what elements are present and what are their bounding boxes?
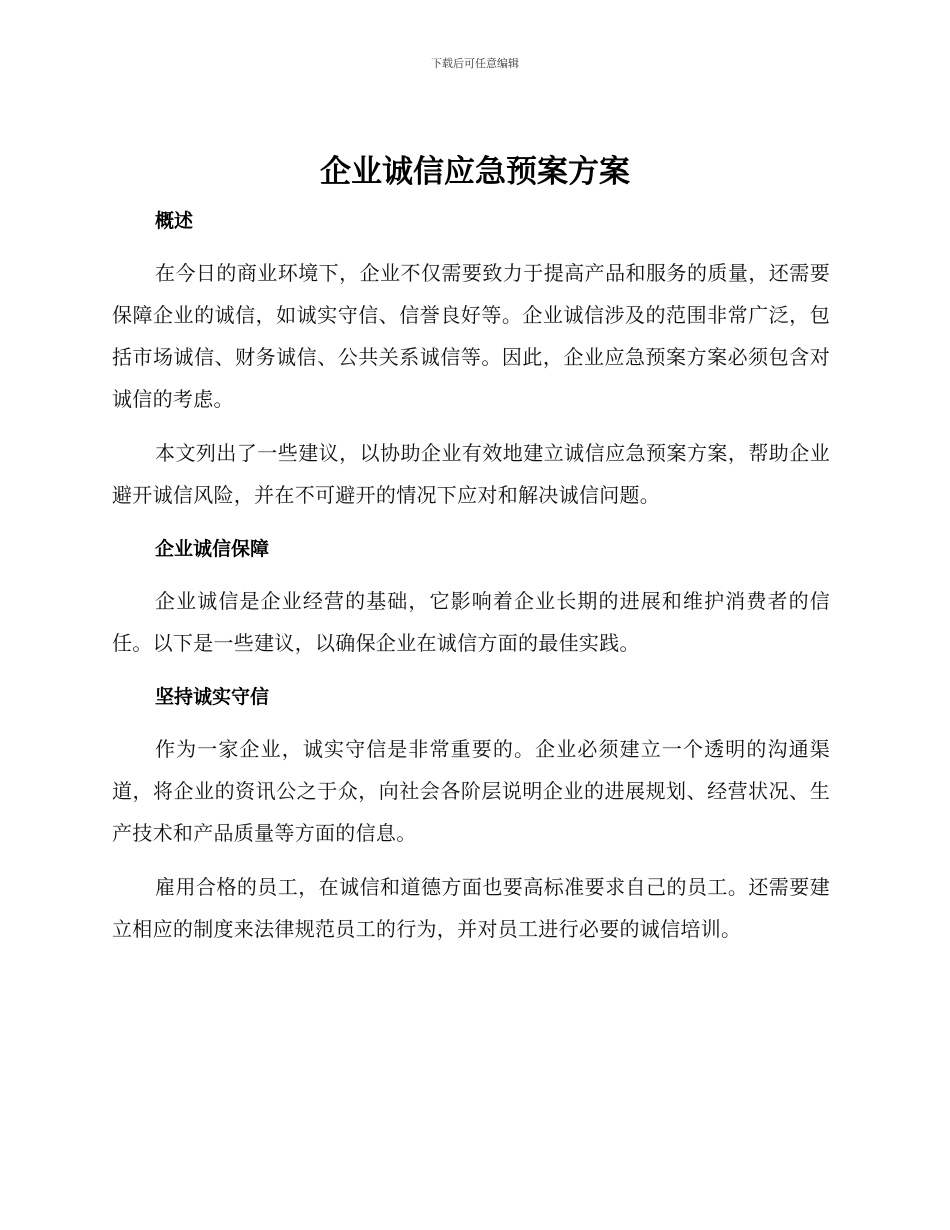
paragraph: 本文列出了一些建议，以协助企业有效地建立诚信应急预案方案，帮助企业避开诚信风险，并在不可避开的情况下应对和解决诚信问题。 — [112, 441, 830, 507]
section-integrity-guarantee — [112, 528, 830, 664]
header-note: 下载后可任意编辑 — [431, 57, 519, 70]
section-heading: 企业诚信保障 — [155, 538, 270, 560]
section-honesty — [112, 676, 830, 950]
document-title: 企业诚信应急预案方案 — [320, 154, 630, 190]
paragraph: 在今日的商业环境下，企业不仅需要致力于提高产品和服务的质量，还需要保障企业的诚信，如诚实守信、信誉良好等。企业诚信涉及的范围非常广泛，包括市场诚信、财务诚信、公共关系诚信等。因此，企业应急预案方案必须包含对诚信的考虑。 — [112, 261, 830, 411]
paragraph: 雇用合格的员工，在诚信和道德方面也要高标准要求自己的员工。还需要建立相应的制度来法律规范员工的行为，并对员工进行必要的诚信培训。 — [112, 875, 830, 941]
document-body — [112, 200, 830, 962]
paragraph: 企业诚信是企业经营的基础，它影响着企业长期的进展和维护消费者的信任。以下是一些建议，以确保企业在诚信方面的最佳实践。 — [112, 589, 830, 655]
paragraph: 作为一家企业，诚实守信是非常重要的。企业必须建立一个透明的沟通渠道，将企业的资讯公之于众，向社会各阶层说明企业的进展规划、经营状况、生产技术和产品质量等方面的信息。 — [112, 737, 830, 845]
section-heading: 坚持诚实守信 — [155, 686, 270, 708]
section-heading: 概述 — [155, 210, 194, 232]
section-overview — [112, 200, 830, 516]
